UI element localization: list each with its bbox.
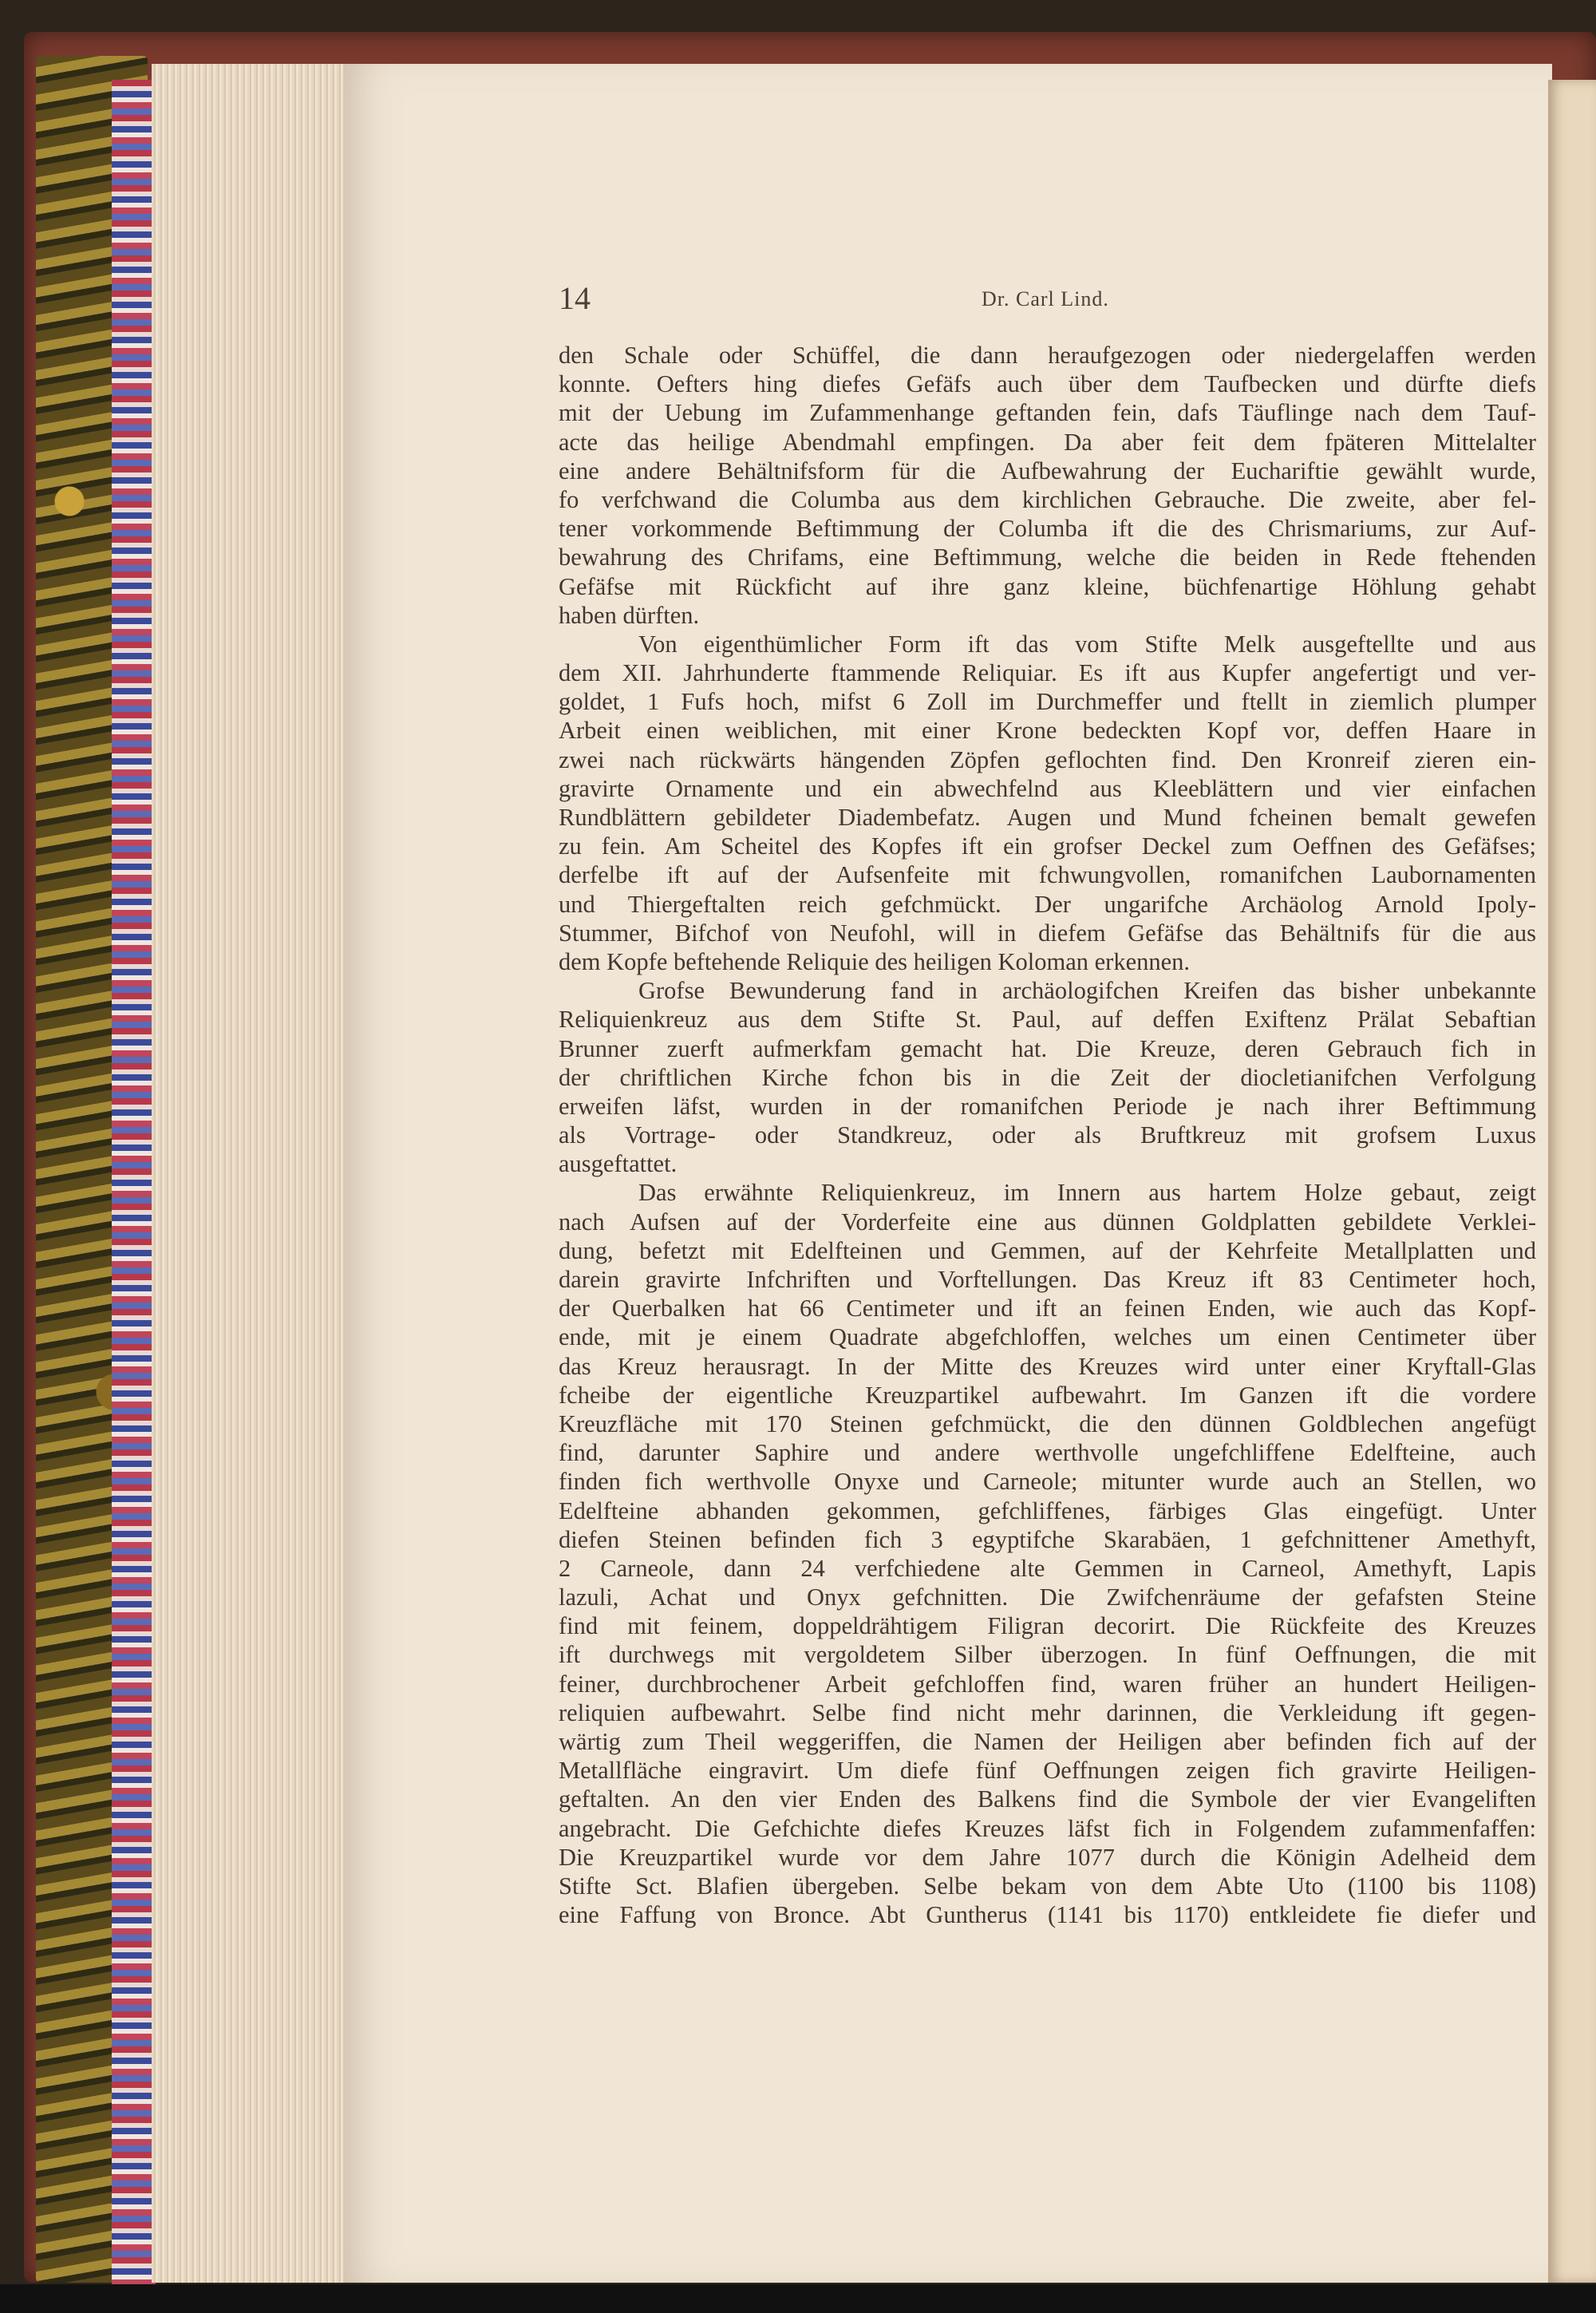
text-line: haben dürften. <box>559 601 700 629</box>
text-line: Gefäfse mit Rückficht auf ihre ganz kleine, büchfenartige Höhlung gehabt <box>559 572 1536 600</box>
text-line: Kreuzfläche mit 170 Steinen gefchmückt, die den dünnen Goldblechen angefügt <box>559 1410 1536 1437</box>
text-line: konnte. Oefters hing diefes Gefäfs auch über dem Taufbecken und dürfte diefs <box>559 370 1536 398</box>
text-line: Edelfteine abhanden gekommen, gefchliffenes, färbiges Glas eingefügt. Unter <box>559 1497 1536 1524</box>
text-line: zwei nach rückwärts hängenden Zöpfen geflochten find. Den Kronreif zieren ein- <box>559 745 1536 773</box>
text-line: goldet, 1 Fufs hoch, mifst 6 Zoll im Durchmeffer und ftellt in ziemlich plumper <box>559 688 1536 716</box>
text-line: eine Faffung von Bronce. Abt Guntherus (1141 bis 1170) entkleidete fie diefer und <box>559 1901 1536 1929</box>
text-line: diefen Steinen befinden fich 3 egyptifche Skarabäen, 1 gefchnittener Amethyft, <box>559 1525 1536 1553</box>
text-line: fo verfchwand die Columba aus dem kirchlichen Gebrauche. Die zweite, aber fel- <box>559 485 1536 513</box>
facing-page-edge <box>1548 80 1596 2283</box>
text-line: gravirte Ornamente und ein abwechfelnd aus Kleeblättern und vier einfachen <box>559 774 1536 802</box>
marbled-page-edge <box>112 80 156 2299</box>
text-line: mit der Uebung im Zufammenhange geftanden fein, dafs Täuflinge nach dem Tauf- <box>559 399 1536 427</box>
text-line: ift durchwegs mit vergoldetem Silber überzogen. In fünf Oeffnungen, die mit <box>559 1641 1536 1669</box>
text-line: Reliquienkreuz aus dem Stifte St. Paul, auf deffen Exiftenz Prälat Sebaftian <box>559 1006 1536 1034</box>
text-line: find mit feinem, doppeldrähtigem Filigran decorirt. Die Rückfeite des Kreuzes <box>559 1612 1536 1640</box>
text-line: und Thiergeftalten reich gefchmückt. Der ungarifche Archäolog Arnold Ipoly- <box>559 890 1536 918</box>
running-head <box>559 279 1548 319</box>
text-line: Stummer, Bifchof von Neufohl, will in diefem Gefäfse das Behältnifs für die aus <box>559 919 1536 947</box>
text-line: ausgeftattet. <box>559 1150 678 1178</box>
text-line: Brunner zuerft aufmerkfam gemacht hat. Die Kreuze, deren Gebrauch fich in <box>559 1034 1536 1062</box>
page-number: 14 <box>559 280 591 316</box>
text-line: Von eigenthümlicher Form ift das vom Stifte Melk ausgeftellte und aus <box>638 630 1536 658</box>
text-line: das Kreuz herausragt. In der Mitte des Kreuzes wird unter einer Kryftall-Glas <box>559 1352 1536 1380</box>
text-line: tener vorkommende Beftimmung der Columba ift die des Chrismariums, zur Auf- <box>559 515 1536 543</box>
text-line: find, darunter Saphire und andere werthvolle ungefchliffene Edelfteine, auch <box>559 1439 1536 1467</box>
text-line: nach Aufsen auf der Vorderfeite eine aus dünnen Goldplatten gebildete Verklei- <box>559 1208 1536 1236</box>
text-line: finden fich werthvolle Onyxe und Carneole; mitunter wurde auch an Stellen, wo <box>559 1468 1536 1496</box>
text-line: Grofse Bewunderung fand in archäologifchen Kreifen das bisher unbekannte <box>638 977 1536 1005</box>
scan-bottom-border <box>0 2284 1596 2313</box>
text-line: als Vortrage- oder Standkreuz, oder als Bruftkreuz mit grofsem Luxus <box>559 1121 1536 1149</box>
text-line: Rundblättern gebildeter Diadembefatz. Augen und Mund fcheinen bemalt gewefen <box>559 804 1536 831</box>
text-line: darein gravirte Infchriften und Vorftellungen. Das Kreuz ift 83 Centimeter hoch, <box>559 1266 1536 1293</box>
text-line: der chriftlichen Kirche fchon bis in die Zeit der diocletianifchen Verfolgung <box>559 1063 1536 1091</box>
text-line: Stifte Sct. Blafien übergeben. Selbe bekam von dem Abte Uto (1100 bis 1108) <box>559 1872 1536 1900</box>
body-text <box>559 341 1536 1929</box>
text-line: Arbeit einen weiblichen, mit einer Krone bedeckten Kopf vor, deffen Haare in <box>559 717 1536 745</box>
text-line: geftalten. An den vier Enden des Balkens find die Symbole der vier Evangeliften <box>559 1785 1536 1813</box>
page-stack-edges <box>152 64 343 2283</box>
text-line: der Querbalken hat 66 Centimeter und ift an feinen Enden, wie auch das Kopf- <box>559 1295 1536 1323</box>
text-line: dung, befetzt mit Edelfteinen und Gemmen, auf der Kehrfeite Metallplatten und <box>559 1236 1536 1264</box>
text-line: 2 Carneole, dann 24 verfchiedene alte Gemmen in Carneol, Amethyft, Lapis <box>559 1554 1536 1582</box>
text-line: angebracht. Die Gefchichte diefes Kreuzes läfst fich in Folgendem zufammenfaffen: <box>559 1814 1536 1842</box>
text-line: Die Kreuzpartikel wurde vor dem Jahre 1077 durch die Königin Adelheid dem <box>559 1843 1536 1871</box>
text-line: derfelbe ift auf der Aufsenfeite mit fchwungvollen, romanifchen Laubornamenten <box>559 861 1536 889</box>
text-line: Das erwähnte Reliquienkreuz, im Innern aus hartem Holze gebaut, zeigt <box>638 1179 1536 1207</box>
running-title-author: Dr. Carl Lind. <box>982 287 1109 310</box>
text-line: Metallfläche eingravirt. Um diefe fünf Oeffnungen zeigen fich gravirte Heiligen- <box>559 1757 1536 1785</box>
text-line: bewahrung des Chrifams, eine Beftimmung, welche die beiden in Rede ftehenden <box>559 544 1536 571</box>
text-line: ende, mit je einem Quadrate abgefchloffen, welches um einen Centimeter über <box>559 1323 1536 1351</box>
text-line: lazuli, Achat und Onyx gefchnitten. Die Zwifchenräume der gefafsten Steine <box>559 1584 1536 1611</box>
text-line: den Schale oder Schüffel, die dann heraufgezogen oder niedergelaffen werden <box>559 342 1536 369</box>
text-line: eine andere Behältnifsform für die Aufbewahrung der Euchariftie gewählt wurde, <box>559 457 1536 484</box>
text-line: fcheibe der eigentliche Kreuzpartikel aufbewahrt. Im Ganzen ift die vordere <box>559 1381 1536 1409</box>
text-line: dem XII. Jahrhunderte ftammende Reliquiar. Es ift aus Kupfer angefertigt und ver- <box>559 659 1536 687</box>
text-line: reliquien aufbewahrt. Selbe find nicht mehr darinnen, die Verkleidung ift gegen- <box>559 1698 1536 1726</box>
text-line: wärtig zum Theil weggeriffen, die Namen der Heiligen aber befinden fich auf der <box>559 1728 1536 1755</box>
text-line: zu fein. Am Scheitel des Kopfes ift ein grofser Deckel zum Oeffnen des Gefäfses; <box>559 832 1536 860</box>
text-line: acte das heilige Abendmahl empfingen. Da aber feit dem fpäteren Mittelalter <box>559 428 1536 456</box>
text-line: erweifen läfst, wurden in der romanifchen Periode je nach ihrer Beftimmung <box>559 1092 1536 1120</box>
text-line: dem Kopfe beftehende Reliquie des heiligen Koloman erkennen. <box>559 947 1191 975</box>
text-line: feiner, durchbrochener Arbeit gefchloffen find, waren früher an hundert Heiligen- <box>559 1670 1536 1698</box>
